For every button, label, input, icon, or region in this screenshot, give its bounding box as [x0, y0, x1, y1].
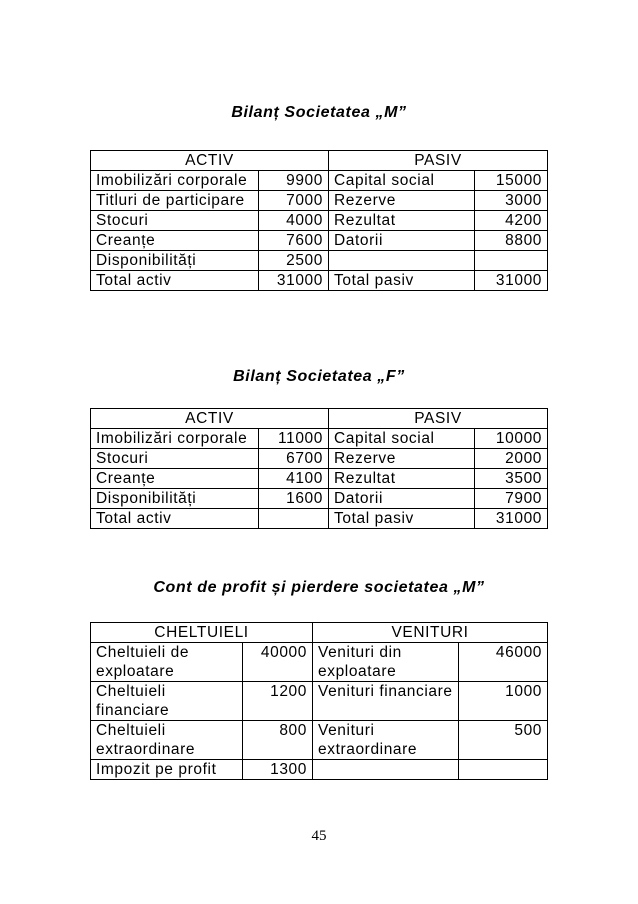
- cheltuieli-label: Cheltuieli extraordinare: [91, 721, 243, 760]
- venituri-label: Venituri extraordinare: [313, 721, 459, 760]
- activ-label: Titluri de participare: [91, 191, 259, 211]
- activ-label: Imobilizări corporale: [91, 429, 259, 449]
- pasiv-label: Capital social: [329, 429, 475, 449]
- header-activ: ACTIV: [91, 409, 329, 429]
- venituri-label: [313, 760, 459, 780]
- activ-value: 9900: [259, 171, 329, 191]
- activ-value: 11000: [259, 429, 329, 449]
- activ-value: 31000: [259, 271, 329, 291]
- pasiv-value: [475, 251, 548, 271]
- pasiv-label: Total pasiv: [329, 509, 475, 529]
- profit-pierdere-title: Cont de profit și pierdere societatea „M”: [153, 579, 485, 596]
- table-row: [91, 251, 548, 271]
- activ-label: Total activ: [91, 271, 259, 291]
- pasiv-label: [329, 251, 475, 271]
- bilant-m-title: Bilanț Societatea „M”: [231, 104, 407, 121]
- header-pasiv: PASIV: [329, 151, 548, 171]
- pasiv-value: 2000: [475, 449, 548, 469]
- activ-label: Creanțe: [91, 469, 259, 489]
- venituri-label: Venituri din exploatare: [313, 643, 459, 682]
- table-row: [91, 682, 548, 721]
- table-row: [91, 211, 548, 231]
- activ-value: 7600: [259, 231, 329, 251]
- pasiv-value: 3000: [475, 191, 548, 211]
- activ-value: 2500: [259, 251, 329, 271]
- activ-value: 6700: [259, 449, 329, 469]
- pasiv-value: 10000: [475, 429, 548, 449]
- pasiv-label: Capital social: [329, 171, 475, 191]
- activ-label: Stocuri: [91, 449, 259, 469]
- activ-label: Imobilizări corporale: [91, 171, 259, 191]
- header-pasiv: PASIV: [329, 409, 548, 429]
- pasiv-label: Rezultat: [329, 211, 475, 231]
- pasiv-label: Datorii: [329, 489, 475, 509]
- venituri-value: 500: [459, 721, 548, 760]
- bilant-f-table: [90, 408, 548, 529]
- header-cheltuieli: CHELTUIELI: [91, 623, 313, 643]
- pasiv-label: Datorii: [329, 231, 475, 251]
- venituri-value: [459, 760, 548, 780]
- activ-label: Disponibilități: [91, 489, 259, 509]
- bilant-m-table: [90, 150, 548, 291]
- table-row: [91, 231, 548, 251]
- table-row: [91, 760, 548, 780]
- header-activ: ACTIV: [91, 151, 329, 171]
- activ-label: Disponibilități: [91, 251, 259, 271]
- pasiv-label: Rezerve: [329, 449, 475, 469]
- pasiv-value: 3500: [475, 469, 548, 489]
- venituri-label: Venituri financiare: [313, 682, 459, 721]
- pasiv-label: Rezerve: [329, 191, 475, 211]
- pasiv-value: 15000: [475, 171, 548, 191]
- pasiv-value: 31000: [475, 271, 548, 291]
- activ-label: Total activ: [91, 509, 259, 529]
- activ-value: [259, 509, 329, 529]
- pasiv-value: 7900: [475, 489, 548, 509]
- activ-value: 7000: [259, 191, 329, 211]
- profit-pierdere-table: [90, 622, 548, 780]
- cheltuieli-label: Cheltuieli financiare: [91, 682, 243, 721]
- cheltuieli-label: Impozit pe profit: [91, 760, 243, 780]
- page-number: 45: [311, 828, 327, 844]
- venituri-value: 1000: [459, 682, 548, 721]
- activ-label: Stocuri: [91, 211, 259, 231]
- cheltuieli-label: Cheltuieli de exploatare: [91, 643, 243, 682]
- activ-label: Creanțe: [91, 231, 259, 251]
- pasiv-label: Rezultat: [329, 469, 475, 489]
- pasiv-value: 4200: [475, 211, 548, 231]
- pasiv-value: 31000: [475, 509, 548, 529]
- table-row: [91, 469, 548, 489]
- table-row: [91, 509, 548, 529]
- table-row: [91, 449, 548, 469]
- table-row: [91, 191, 548, 211]
- table-header-row: [91, 623, 548, 643]
- pasiv-label: Total pasiv: [329, 271, 475, 291]
- table-header-row: [91, 409, 548, 429]
- bilant-f-title: Bilanț Societatea „F”: [233, 368, 405, 385]
- table-row: [91, 721, 548, 760]
- activ-value: 1600: [259, 489, 329, 509]
- table-row: [91, 643, 548, 682]
- activ-value: 4000: [259, 211, 329, 231]
- pasiv-value: 8800: [475, 231, 548, 251]
- cheltuieli-value: 1200: [243, 682, 313, 721]
- activ-value: 4100: [259, 469, 329, 489]
- table-row: [91, 489, 548, 509]
- cheltuieli-value: 800: [243, 721, 313, 760]
- venituri-value: 46000: [459, 643, 548, 682]
- table-header-row: [91, 151, 548, 171]
- cheltuieli-value: 1300: [243, 760, 313, 780]
- table-row: [91, 271, 548, 291]
- table-row: [91, 429, 548, 449]
- header-venituri: VENITURI: [313, 623, 548, 643]
- table-row: [91, 171, 548, 191]
- cheltuieli-value: 40000: [243, 643, 313, 682]
